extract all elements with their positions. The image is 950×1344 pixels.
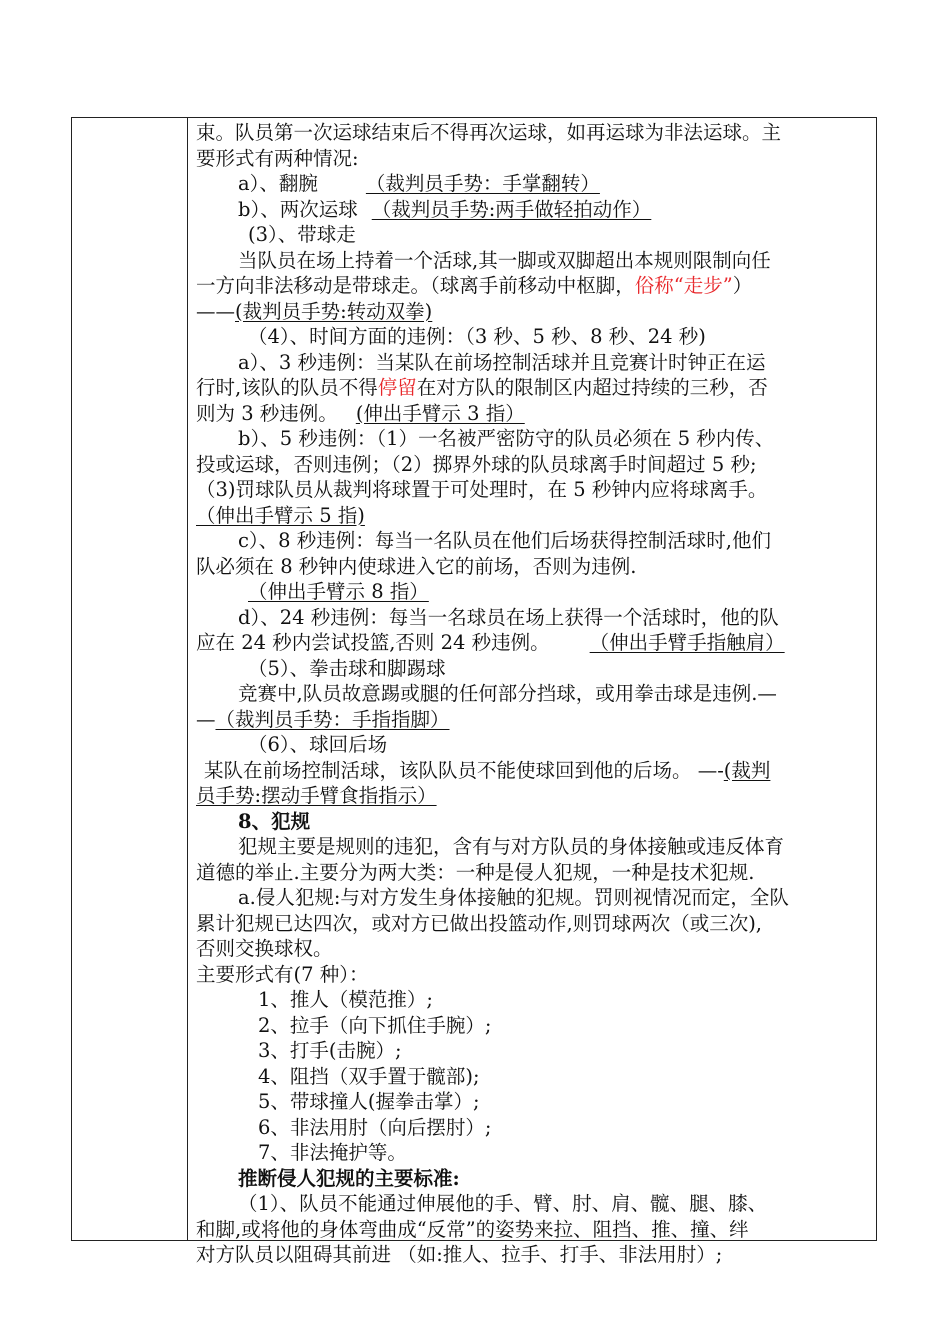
- text-line: —（裁判员手势：手指指脚）: [196, 707, 450, 731]
- text-line: 累计犯规已达四次，或对方已做出投篮动作,则罚球两次（或三次),: [196, 911, 763, 935]
- list-item: 3、打手(击腕）;: [258, 1039, 402, 1062]
- highlight-text: 停留: [377, 376, 417, 399]
- text-line: 道德的举止.主要分为两大类：一种是侵人犯规，一种是技术犯规.: [196, 860, 755, 884]
- text-line: 主要形式有(7 种）：: [196, 962, 369, 986]
- content-cell: [196, 120, 868, 1268]
- text-line: （4）、时间方面的违例：（3 秒、5 秒、8 秒、24 秒): [248, 325, 706, 348]
- referee-signal: (裁判员手势:转动双拳): [235, 299, 433, 323]
- text-line: （3)罚球队员从裁判将球置于可处理时，在 5 秒钟内应将球离手。: [196, 478, 768, 501]
- text-line: [196, 579, 868, 605]
- referee-signal: （裁判员手势:两手做轻拍动作）: [371, 197, 652, 221]
- referee-signal: (裁判: [723, 758, 771, 782]
- document-table: [71, 117, 877, 1266]
- referee-signal: 员手势:摆动手臂食指指示）: [196, 784, 437, 807]
- text-line: （5）、拳击球和脚踢球: [248, 656, 446, 680]
- text-line: [196, 503, 868, 529]
- text-line: a.侵人犯规:与对方发生身体接触的犯规。罚则视情况而定，全队: [238, 886, 789, 909]
- text-line: (3）、带球走: [248, 223, 356, 246]
- text-line: 当队员在场上持着一个活球,其一脚或双脚超出本规则限制向任: [238, 248, 771, 272]
- highlight-text: 俗称“走步”: [634, 274, 733, 297]
- referee-signal: （裁判员手势：手掌翻转）: [365, 172, 600, 195]
- text-line: 应在 24 秒内尝试投篮,否则 24 秒违例。 （伸出手臂手指触肩）: [196, 631, 785, 654]
- text-line: d）、24 秒违例：每当一名球员在场上获得一个活球时，他的队: [238, 605, 779, 629]
- referee-signal: （伸出手臂示 8 指）: [248, 580, 429, 603]
- list-item: 2、拉手（向下抓住手腕）;: [258, 1013, 492, 1037]
- text-line: 投或运球，否则违例；（2）掷界外球的队员球离手时间超过 5 秒;: [196, 452, 757, 476]
- section-heading: 推断侵人犯规的主要标准:: [238, 1166, 460, 1190]
- text-line: 队必须在 8 秒钟内使球进入它的前场，否则为违例.: [196, 554, 637, 578]
- text-line: 和脚,或将他的身体弯曲成“反常”的姿势来拉、阻挡、推、撞、绊: [196, 1217, 749, 1241]
- list-item: 4、阻挡（双手置于髋部);: [258, 1064, 480, 1088]
- text-line: ——(裁判员手势:转动双拳): [196, 299, 433, 323]
- text-line: 某队在前场控制活球，该队队员不能使球回到他的后场。 —-(裁判: [204, 758, 771, 782]
- text-line: 行时,该队的队员不得停留在对方队的限制区内超过持续的三秒，否: [196, 376, 768, 399]
- text-line: 否则交换球权。: [196, 937, 333, 960]
- section-heading: 8、犯规: [238, 809, 311, 833]
- text-line: b）、两次运球 （裁判员手势:两手做轻拍动作）: [238, 197, 652, 221]
- list-item: 1、推人（模范推）;: [258, 988, 433, 1011]
- text-line: a）、3 秒违例：当某队在前场控制活球并且竞赛计时钟正在运: [238, 350, 766, 374]
- column-divider: [187, 118, 188, 1240]
- text-line: b）、5 秒违例：（1）一名被严密防守的队员必须在 5 秒内传、: [238, 427, 775, 450]
- list-item: 7、非法掩护等。: [258, 1141, 407, 1164]
- referee-signal: （伸出手臂手指触肩）: [589, 631, 785, 654]
- text-line: c）、8 秒违例：每当一名队员在他们后场获得控制活球时,他们: [238, 529, 771, 552]
- list-item: 5、带球撞人(握拳击掌）;: [258, 1090, 480, 1113]
- text-line: 则为 3 秒违例。 (伸出手臂示 3 指）: [196, 401, 525, 425]
- text-line: （6）、球回后场: [248, 733, 388, 756]
- referee-signal: （伸出手臂示 5 指): [196, 503, 365, 527]
- referee-signal: (伸出手臂示 3 指）: [355, 401, 525, 425]
- text-line: a）、翻腕 （裁判员手势：手掌翻转）: [238, 172, 600, 195]
- referee-signal: （裁判员手势：手指指脚）: [215, 707, 450, 731]
- text-line: 犯规主要是规则的违犯，含有与对方队员的身体接触或违反体育: [238, 835, 785, 858]
- text-line: （1）、队员不能通过伸展他的手、臂、肘、肩、髋、腿、膝、: [238, 1192, 768, 1215]
- text-line: 一方向非法移动是带球走。（球离手前移动中枢脚，俗称“走步”）: [196, 274, 753, 297]
- text-line: [196, 783, 868, 809]
- text-line: 对方队员以阻碍其前进 （如:推人、拉手、打手、非法用肘）;: [196, 1243, 723, 1266]
- text-line: 竞赛中,队员故意踢或腿的任何部分挡球，或用拳击球是违例.—: [238, 682, 777, 705]
- text-line: 束。队员第一次运球结束后不得再次运球，如再运球为非法运球。主: [196, 121, 782, 144]
- list-item: 6、非法用肘（向后摆肘）;: [258, 1115, 492, 1139]
- text-line: 要形式有两种情况:: [196, 146, 359, 170]
